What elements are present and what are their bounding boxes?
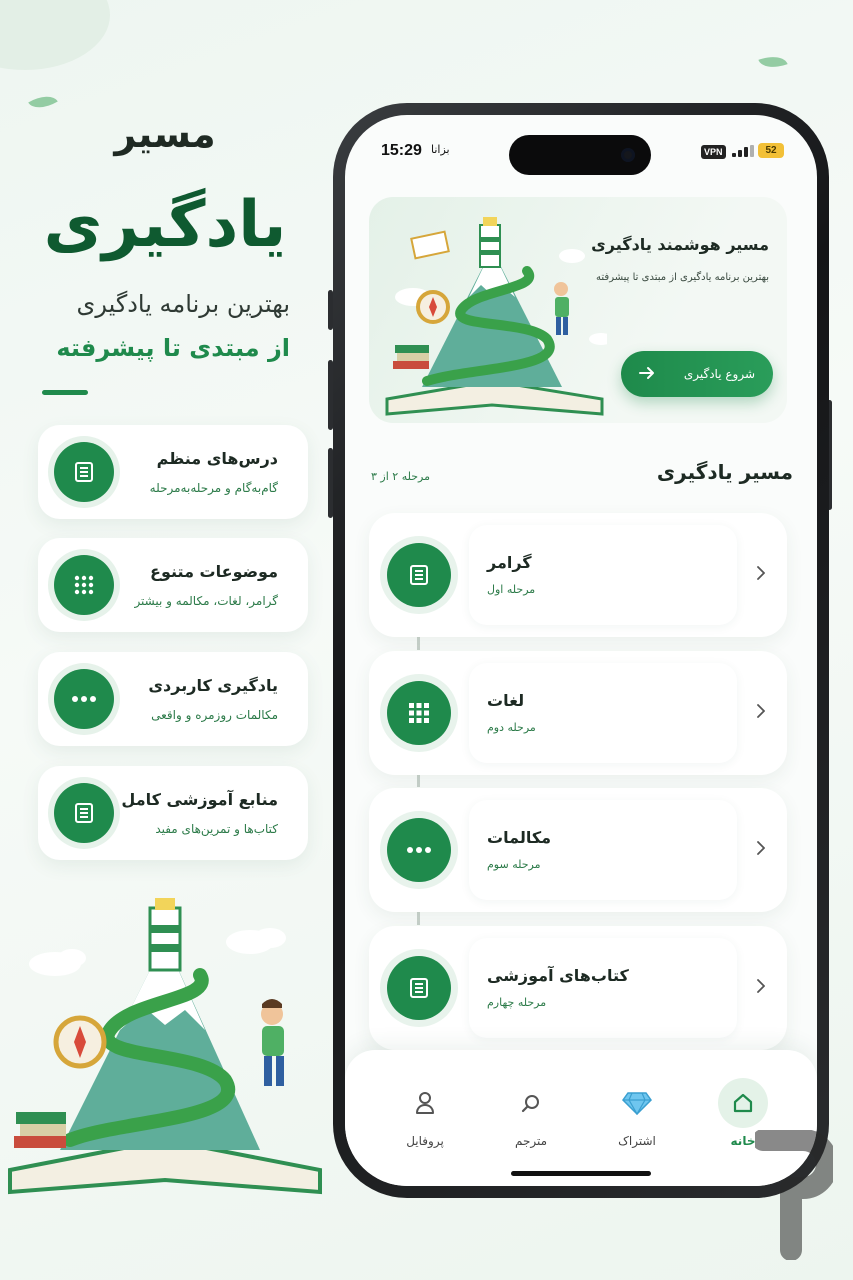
feature-card-topics [38, 538, 308, 632]
vpn-badge: VPN [701, 145, 726, 159]
step-title: گرامر [487, 553, 532, 572]
path-connector [417, 635, 420, 650]
chevron-right-icon [751, 976, 771, 996]
chevron-right-icon [751, 563, 771, 583]
step-content-panel [469, 525, 737, 625]
step-subtitle: مرحله دوم [487, 721, 536, 734]
document-icon [54, 783, 114, 843]
tab-label: مترجم [514, 1134, 548, 1148]
status-time: 15:29 [381, 142, 422, 159]
start-learning-label: شروع یادگیری [683, 367, 755, 381]
step-content-panel [469, 800, 737, 900]
hero-subtitle: بهترین برنامه یادگیری از مبتدی تا پیشرفته [596, 272, 769, 283]
step-content-panel [469, 938, 737, 1038]
document-icon [387, 956, 451, 1020]
feature-subtitle: مکالمات روزمره و واقعی [151, 708, 278, 722]
camera-icon [621, 148, 635, 162]
phone-frame [333, 103, 829, 1198]
learning-step-grammar[interactable] [369, 513, 787, 637]
promo-divider [42, 390, 88, 395]
leaf-decoration [758, 51, 787, 73]
promo-panel [0, 0, 320, 1280]
learning-step-vocabulary[interactable] [369, 651, 787, 775]
learning-step-conversations[interactable] [369, 788, 787, 912]
step-subtitle: مرحله اول [487, 583, 536, 596]
status-network-label: بزانا [431, 143, 450, 156]
step-title: مکالمات [487, 828, 552, 847]
diamond-icon [612, 1078, 662, 1128]
signal-icon [732, 145, 754, 157]
step-subtitle: مرحله چهارم [487, 996, 547, 1009]
home-icon [718, 1078, 768, 1128]
promo-subtitle-line1: بهترین برنامه یادگیری [76, 290, 290, 318]
hero-banner [369, 197, 787, 423]
home-indicator [511, 1171, 651, 1176]
user-icon [400, 1078, 450, 1128]
feature-title: درس‌های منظم [156, 449, 278, 468]
chevron-right-icon [751, 701, 771, 721]
promo-title-line1: مسیر [114, 112, 216, 156]
tab-profile[interactable] [385, 1078, 465, 1150]
document-icon [387, 543, 451, 607]
feature-title: منابع آموزشی کامل [121, 790, 278, 809]
progress-label: مرحله ۲ از ۳ [371, 470, 431, 483]
start-learning-button[interactable] [621, 351, 773, 397]
arrow-right-icon [639, 365, 655, 384]
tab-subscription[interactable] [597, 1078, 677, 1150]
tab-translator[interactable] [491, 1078, 571, 1150]
learning-step-books[interactable] [369, 926, 787, 1050]
feature-subtitle: کتاب‌ها و تمرین‌های مفید [155, 822, 278, 836]
document-icon [54, 442, 114, 502]
step-title: کتاب‌های آموزشی [487, 966, 629, 985]
hero-title: مسیر هوشمند یادگیری [591, 235, 769, 254]
feature-subtitle: گرامر، لغات، مکالمه و بیشتر [134, 594, 278, 608]
search-icon [506, 1078, 556, 1128]
feature-card-practical [38, 652, 308, 746]
store-watermark-logo [755, 1130, 833, 1260]
tab-label: خانه [730, 1134, 756, 1148]
feature-card-lessons [38, 425, 308, 519]
feature-card-resources [38, 766, 308, 860]
bottom-tab-bar [345, 1050, 817, 1186]
path-connector [417, 910, 420, 925]
feature-title: یادگیری کاربردی [148, 676, 278, 695]
promo-title-line2: یادگیری [43, 188, 287, 262]
promo-subtitle-line2: از مبتدی تا پیشرفته [56, 334, 290, 362]
tab-label: پروفایل [406, 1134, 444, 1148]
dots-icon [387, 818, 451, 882]
step-content-panel [469, 663, 737, 763]
step-subtitle: مرحله سوم [487, 858, 541, 871]
tab-label: اشتراک [618, 1134, 656, 1148]
app-screen [345, 115, 817, 1186]
section-title: مسیر یادگیری [656, 460, 793, 484]
mountain-book-illustration [0, 880, 330, 1220]
dynamic-island [509, 135, 651, 175]
step-title: لغات [487, 691, 525, 710]
grid-icon [54, 555, 114, 615]
feature-title: موضوعات متنوع [150, 562, 278, 581]
grid-icon [387, 681, 451, 745]
path-connector [417, 773, 420, 787]
battery-icon: 52 [758, 143, 784, 158]
chevron-right-icon [751, 838, 771, 858]
dots-icon [54, 669, 114, 729]
hero-mountain-illustration [377, 209, 607, 419]
feature-subtitle: گام‌به‌گام و مرحله‌به‌مرحله [149, 481, 278, 495]
